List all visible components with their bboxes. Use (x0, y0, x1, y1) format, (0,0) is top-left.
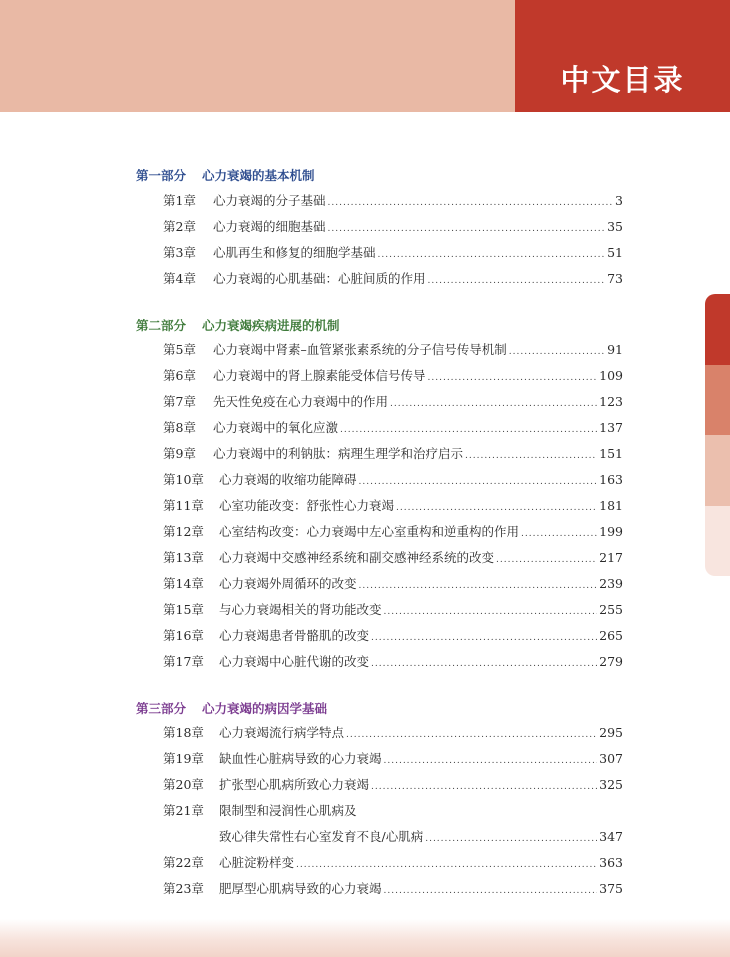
page-number: 325 (599, 777, 623, 792)
page-number: 347 (599, 829, 623, 844)
toc-entry[interactable] (163, 750, 623, 768)
toc-entry[interactable] (163, 627, 623, 645)
page-number: 295 (599, 725, 623, 740)
toc-entry[interactable] (163, 471, 623, 489)
leader-dots (359, 473, 598, 491)
leader-dots (384, 882, 598, 900)
toc-entry[interactable] (163, 367, 623, 385)
toc-entry[interactable] (163, 653, 623, 671)
leader-dots (396, 499, 597, 517)
chapter-number: 第4章 (163, 271, 196, 286)
leader-dots (428, 369, 598, 387)
leader-dots (384, 603, 598, 621)
leader-dots (371, 629, 597, 647)
toc-entry[interactable] (163, 880, 623, 898)
leader-dots (371, 778, 597, 796)
chapter-number: 第22章 (163, 855, 204, 870)
toc-entry[interactable] (163, 601, 623, 619)
toc-entry[interactable] (163, 218, 623, 236)
toc-entry[interactable] (163, 575, 623, 593)
chapter-title: 心力衰竭中心脏代谢的改变 (219, 654, 370, 669)
chapter-number: 第18章 (163, 725, 204, 740)
toc-entry[interactable] (163, 244, 623, 262)
leader-dots (496, 551, 597, 569)
chapter-number: 第14章 (163, 576, 204, 591)
chapter-title: 心室功能改变：舒张性心力衰竭 (219, 498, 395, 513)
part-heading (136, 699, 327, 717)
leader-dots (328, 220, 606, 238)
leader-dots (378, 246, 606, 264)
page-number: 307 (599, 751, 623, 766)
toc-entry[interactable] (163, 802, 623, 820)
page-number: 91 (607, 342, 623, 357)
chapter-number: 第1章 (163, 193, 196, 208)
chapter-title: 心力衰竭的细胞基础 (213, 219, 326, 234)
page-number: 375 (599, 881, 623, 896)
page-number: 3 (615, 193, 623, 208)
chapter-number: 第2章 (163, 219, 196, 234)
chapter-title: 心脏淀粉样变 (219, 855, 295, 870)
chapter-title: 心力衰竭的收缩功能障碍 (219, 472, 357, 487)
toc-entry[interactable] (163, 270, 623, 288)
chapter-number: 第16章 (163, 628, 204, 643)
chapter-number: 第12章 (163, 524, 204, 539)
page-number: 109 (599, 368, 623, 383)
leader-dots (425, 830, 597, 848)
chapter-title: 心力衰竭中的利钠肽：病理生理学和治疗启示 (213, 446, 464, 461)
toc-entry-continuation[interactable] (163, 828, 623, 846)
page-number: 51 (607, 245, 623, 260)
leader-dots (328, 194, 614, 212)
toc-entry[interactable] (163, 854, 623, 872)
chapter-number: 第23章 (163, 881, 204, 896)
page-number: 151 (599, 446, 623, 461)
page-number: 163 (599, 472, 623, 487)
part-number: 第一部分 (136, 168, 187, 183)
chapter-title-continuation: 致心律失常性右心室发育不良/心肌病 (219, 829, 424, 844)
chapter-title: 先天性免疫在心力衰竭中的作用 (213, 394, 389, 409)
chapter-title: 心力衰竭中交感神经系统和副交感神经系统的改变 (219, 550, 495, 565)
page-number: 363 (599, 855, 623, 870)
leader-dots (384, 752, 598, 770)
chapter-title: 扩张型心肌病所致心力衰竭 (219, 777, 370, 792)
part-title: 心力衰竭的基本机制 (202, 168, 315, 183)
chapter-number: 第13章 (163, 550, 204, 565)
chapter-number: 第5章 (163, 342, 196, 357)
page-number: 279 (599, 654, 623, 669)
bottom-band (0, 919, 730, 957)
chapter-title: 心肌再生和修复的细胞学基础 (213, 245, 376, 260)
chapter-title: 心力衰竭中的肾上腺素能受体信号传导 (213, 368, 426, 383)
leader-dots (428, 272, 606, 290)
part-heading (136, 316, 340, 334)
toc-entry[interactable] (163, 724, 623, 742)
part-title: 心力衰竭疾病进展的机制 (202, 318, 340, 333)
leader-dots (359, 577, 598, 595)
page-number: 123 (599, 394, 623, 409)
leader-dots (371, 655, 597, 673)
toc-entry[interactable] (163, 341, 623, 359)
page-number: 181 (599, 498, 623, 513)
chapter-number: 第11章 (163, 498, 204, 513)
chapter-title: 心力衰竭的分子基础 (213, 193, 326, 208)
page-title: 中文目录 (560, 63, 685, 97)
part-number: 第二部分 (136, 318, 187, 333)
part-number: 第三部分 (136, 701, 187, 716)
side-tabs (705, 294, 730, 576)
chapter-number: 第10章 (163, 472, 204, 487)
toc-entry[interactable] (163, 497, 623, 515)
chapter-title: 心力衰竭外周循环的改变 (219, 576, 357, 591)
leader-dots (346, 726, 597, 744)
part-heading (136, 166, 315, 184)
leader-dots (390, 395, 597, 413)
chapter-title: 心力衰竭中的氧化应激 (213, 420, 339, 435)
header-title-box (515, 0, 730, 112)
part-title: 心力衰竭的病因学基础 (202, 701, 328, 716)
chapter-title: 限制型和浸润性心肌病及 (219, 803, 357, 818)
chapter-title: 肥厚型心肌病导致的心力衰竭 (219, 881, 382, 896)
side-tab-3 (705, 435, 730, 506)
chapter-number: 第6章 (163, 368, 196, 383)
chapter-number: 第8章 (163, 420, 196, 435)
toc-entry[interactable] (163, 523, 623, 541)
chapter-number: 第17章 (163, 654, 204, 669)
chapter-title: 心力衰竭流行病学特点 (219, 725, 345, 740)
chapter-number: 第9章 (163, 446, 196, 461)
page-number: 73 (607, 271, 623, 286)
page-number: 239 (599, 576, 623, 591)
toc-entry[interactable] (163, 393, 623, 411)
toc-entry[interactable] (163, 192, 623, 210)
chapter-title: 心力衰竭中肾素–血管紧张素系统的分子信号传导机制 (213, 342, 507, 357)
chapter-title: 心室结构改变：心力衰竭中左心室重构和逆重构的作用 (219, 524, 520, 539)
leader-dots (509, 343, 605, 361)
chapter-title: 缺血性心脏病导致的心力衰竭 (219, 751, 382, 766)
leader-dots (296, 856, 597, 874)
side-tab-1 (705, 294, 730, 365)
header-band (0, 0, 515, 112)
side-tab-2 (705, 365, 730, 436)
chapter-number: 第7章 (163, 394, 196, 409)
chapter-number: 第3章 (163, 245, 196, 260)
toc-entry[interactable] (163, 419, 623, 437)
chapter-number: 第21章 (163, 803, 204, 818)
leader-dots (521, 525, 597, 543)
chapter-title: 与心力衰竭相关的肾功能改变 (219, 602, 382, 617)
page-number: 35 (607, 219, 623, 234)
page-number: 199 (599, 524, 623, 539)
chapter-number: 第15章 (163, 602, 204, 617)
toc-entry[interactable] (163, 549, 623, 567)
chapter-title: 心力衰竭患者骨骼肌的改变 (219, 628, 370, 643)
page-number: 265 (599, 628, 623, 643)
leader-dots (465, 447, 597, 465)
page-number: 255 (599, 602, 623, 617)
toc-entry[interactable] (163, 445, 623, 463)
chapter-number: 第20章 (163, 777, 204, 792)
page-number: 137 (599, 420, 623, 435)
page-number: 217 (599, 550, 623, 565)
toc-entry[interactable] (163, 776, 623, 794)
leader-dots (340, 421, 597, 439)
chapter-number: 第19章 (163, 751, 204, 766)
chapter-title: 心力衰竭的心肌基础：心脏间质的作用 (213, 271, 426, 286)
side-tab-4 (705, 506, 730, 577)
